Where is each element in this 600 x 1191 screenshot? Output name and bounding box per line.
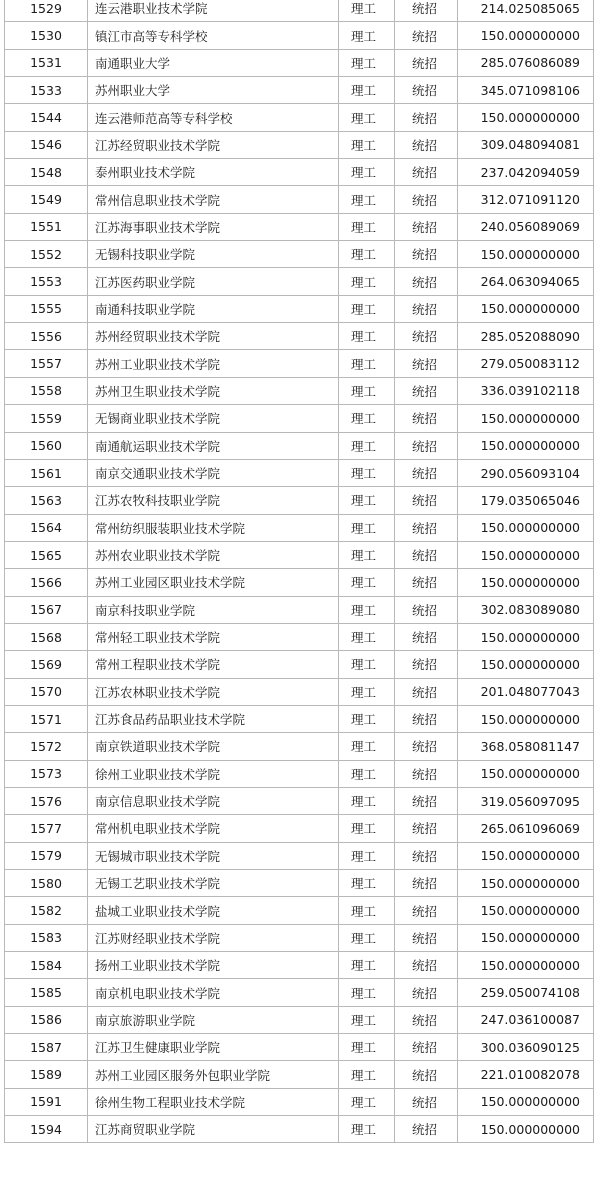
school-name-cell: 苏州工业园区服务外包职业学院 [88, 1061, 339, 1088]
enrollment-type-cell: 统招 [395, 952, 458, 979]
enrollment-type-cell: 统招 [395, 870, 458, 897]
table-row [5, 596, 594, 623]
table-body [5, 0, 594, 1143]
table-row [5, 651, 594, 678]
school-code-cell: 1576 [5, 787, 88, 814]
school-code-cell: 1549 [5, 186, 88, 213]
table-row [5, 159, 594, 186]
school-code-cell: 1531 [5, 49, 88, 76]
school-name-cell: 无锡城市职业技术学院 [88, 842, 339, 869]
school-name-cell: 盐城工业职业技术学院 [88, 897, 339, 924]
table-row [5, 0, 594, 22]
school-code-cell: 1587 [5, 1034, 88, 1061]
school-name-cell: 常州工程职业技术学院 [88, 651, 339, 678]
category-cell: 理工 [339, 623, 395, 650]
enrollment-type-cell: 统招 [395, 77, 458, 104]
enrollment-type-cell: 统招 [395, 22, 458, 49]
table-row [5, 569, 594, 596]
school-code-cell: 1579 [5, 842, 88, 869]
school-code-cell: 1586 [5, 1006, 88, 1033]
score-cell: 302.083089080 [458, 596, 594, 623]
score-cell: 150.000000000 [458, 241, 594, 268]
category-cell: 理工 [339, 432, 395, 459]
table-row [5, 842, 594, 869]
category-cell: 理工 [339, 842, 395, 869]
admission-score-table [4, 0, 594, 1143]
school-name-cell: 常州机电职业技术学院 [88, 815, 339, 842]
score-cell: 237.042094059 [458, 159, 594, 186]
school-name-cell: 江苏卫生健康职业学院 [88, 1034, 339, 1061]
school-name-cell: 苏州农业职业技术学院 [88, 541, 339, 568]
school-code-cell: 1585 [5, 979, 88, 1006]
school-name-cell: 无锡科技职业学院 [88, 241, 339, 268]
category-cell: 理工 [339, 241, 395, 268]
school-code-cell: 1569 [5, 651, 88, 678]
category-cell: 理工 [339, 377, 395, 404]
school-code-cell: 1552 [5, 241, 88, 268]
enrollment-type-cell: 统招 [395, 979, 458, 1006]
table-row [5, 705, 594, 732]
score-cell: 214.025085065 [458, 0, 594, 22]
enrollment-type-cell: 统招 [395, 623, 458, 650]
score-cell: 150.000000000 [458, 760, 594, 787]
school-name-cell: 江苏经贸职业技术学院 [88, 131, 339, 158]
school-name-cell: 江苏医药职业学院 [88, 268, 339, 295]
enrollment-type-cell: 统招 [395, 405, 458, 432]
school-code-cell: 1558 [5, 377, 88, 404]
score-cell: 150.000000000 [458, 1088, 594, 1115]
school-code-cell: 1544 [5, 104, 88, 131]
enrollment-type-cell: 统招 [395, 760, 458, 787]
score-cell: 309.048094081 [458, 131, 594, 158]
category-cell: 理工 [339, 924, 395, 951]
category-cell: 理工 [339, 733, 395, 760]
score-cell: 150.000000000 [458, 432, 594, 459]
score-cell: 285.052088090 [458, 323, 594, 350]
category-cell: 理工 [339, 1034, 395, 1061]
enrollment-type-cell: 统招 [395, 1006, 458, 1033]
school-name-cell: 江苏商贸职业学院 [88, 1116, 339, 1143]
enrollment-type-cell: 统招 [395, 924, 458, 951]
table-row [5, 77, 594, 104]
score-cell: 150.000000000 [458, 541, 594, 568]
score-cell: 150.000000000 [458, 651, 594, 678]
school-name-cell: 南京信息职业技术学院 [88, 787, 339, 814]
category-cell: 理工 [339, 897, 395, 924]
enrollment-type-cell: 统招 [395, 432, 458, 459]
table-row [5, 514, 594, 541]
school-code-cell: 1565 [5, 541, 88, 568]
category-cell: 理工 [339, 514, 395, 541]
school-code-cell: 1594 [5, 1116, 88, 1143]
school-name-cell: 徐州工业职业技术学院 [88, 760, 339, 787]
school-code-cell: 1584 [5, 952, 88, 979]
enrollment-type-cell: 统招 [395, 787, 458, 814]
school-code-cell: 1533 [5, 77, 88, 104]
score-cell: 150.000000000 [458, 22, 594, 49]
score-cell: 201.048077043 [458, 678, 594, 705]
enrollment-type-cell: 统招 [395, 569, 458, 596]
category-cell: 理工 [339, 760, 395, 787]
school-name-cell: 南通科技职业学院 [88, 295, 339, 322]
score-cell: 150.000000000 [458, 514, 594, 541]
enrollment-type-cell: 统招 [395, 1034, 458, 1061]
enrollment-type-cell: 统招 [395, 897, 458, 924]
school-name-cell: 江苏海事职业技术学院 [88, 213, 339, 240]
category-cell: 理工 [339, 350, 395, 377]
school-code-cell: 1570 [5, 678, 88, 705]
score-cell: 312.071091120 [458, 186, 594, 213]
school-code-cell: 1577 [5, 815, 88, 842]
category-cell: 理工 [339, 541, 395, 568]
score-cell: 368.058081147 [458, 733, 594, 760]
school-name-cell: 江苏农林职业技术学院 [88, 678, 339, 705]
score-cell: 150.000000000 [458, 924, 594, 951]
enrollment-type-cell: 统招 [395, 0, 458, 22]
score-cell: 150.000000000 [458, 623, 594, 650]
school-code-cell: 1580 [5, 870, 88, 897]
category-cell: 理工 [339, 1088, 395, 1115]
category-cell: 理工 [339, 596, 395, 623]
enrollment-type-cell: 统招 [395, 1088, 458, 1115]
category-cell: 理工 [339, 569, 395, 596]
table-row [5, 541, 594, 568]
school-name-cell: 苏州卫生职业技术学院 [88, 377, 339, 404]
table-row [5, 1061, 594, 1088]
score-cell: 221.010082078 [458, 1061, 594, 1088]
category-cell: 理工 [339, 131, 395, 158]
school-name-cell: 无锡商业职业技术学院 [88, 405, 339, 432]
enrollment-type-cell: 统招 [395, 459, 458, 486]
enrollment-type-cell: 统招 [395, 678, 458, 705]
category-cell: 理工 [339, 487, 395, 514]
category-cell: 理工 [339, 459, 395, 486]
school-code-cell: 1546 [5, 131, 88, 158]
category-cell: 理工 [339, 1061, 395, 1088]
table-row [5, 1034, 594, 1061]
enrollment-type-cell: 统招 [395, 596, 458, 623]
enrollment-type-cell: 统招 [395, 241, 458, 268]
school-name-cell: 连云港职业技术学院 [88, 0, 339, 22]
enrollment-type-cell: 统招 [395, 213, 458, 240]
score-cell: 240.056089069 [458, 213, 594, 240]
table-row [5, 924, 594, 951]
school-name-cell: 江苏财经职业技术学院 [88, 924, 339, 951]
school-name-cell: 连云港师范高等专科学校 [88, 104, 339, 131]
category-cell: 理工 [339, 159, 395, 186]
table-row [5, 952, 594, 979]
school-code-cell: 1568 [5, 623, 88, 650]
score-cell: 150.000000000 [458, 569, 594, 596]
table-row [5, 268, 594, 295]
table-row [5, 432, 594, 459]
category-cell: 理工 [339, 213, 395, 240]
school-name-cell: 苏州经贸职业技术学院 [88, 323, 339, 350]
school-code-cell: 1548 [5, 159, 88, 186]
school-name-cell: 扬州工业职业技术学院 [88, 952, 339, 979]
school-name-cell: 常州信息职业技术学院 [88, 186, 339, 213]
school-name-cell: 镇江市高等专科学校 [88, 22, 339, 49]
score-cell: 265.061096069 [458, 815, 594, 842]
school-code-cell: 1566 [5, 569, 88, 596]
category-cell: 理工 [339, 787, 395, 814]
table-row [5, 241, 594, 268]
score-cell: 150.000000000 [458, 405, 594, 432]
enrollment-type-cell: 统招 [395, 131, 458, 158]
category-cell: 理工 [339, 0, 395, 22]
enrollment-type-cell: 统招 [395, 705, 458, 732]
school-code-cell: 1560 [5, 432, 88, 459]
school-code-cell: 1553 [5, 268, 88, 295]
table-row [5, 897, 594, 924]
table-row [5, 870, 594, 897]
school-code-cell: 1582 [5, 897, 88, 924]
enrollment-type-cell: 统招 [395, 377, 458, 404]
table-row [5, 186, 594, 213]
school-code-cell: 1555 [5, 295, 88, 322]
category-cell: 理工 [339, 77, 395, 104]
school-name-cell: 南京旅游职业学院 [88, 1006, 339, 1033]
table-row [5, 1088, 594, 1115]
score-cell: 285.076086089 [458, 49, 594, 76]
enrollment-type-cell: 统招 [395, 815, 458, 842]
school-code-cell: 1572 [5, 733, 88, 760]
table-row [5, 295, 594, 322]
category-cell: 理工 [339, 678, 395, 705]
enrollment-type-cell: 统招 [395, 651, 458, 678]
score-cell: 150.000000000 [458, 705, 594, 732]
table-row [5, 323, 594, 350]
category-cell: 理工 [339, 870, 395, 897]
school-code-cell: 1559 [5, 405, 88, 432]
table-row [5, 49, 594, 76]
school-name-cell: 泰州职业技术学院 [88, 159, 339, 186]
enrollment-type-cell: 统招 [395, 49, 458, 76]
category-cell: 理工 [339, 295, 395, 322]
table-row [5, 104, 594, 131]
school-name-cell: 无锡工艺职业技术学院 [88, 870, 339, 897]
table-row [5, 815, 594, 842]
table-row [5, 1116, 594, 1143]
table-row [5, 459, 594, 486]
school-code-cell: 1530 [5, 22, 88, 49]
score-cell: 150.000000000 [458, 104, 594, 131]
school-code-cell: 1589 [5, 1061, 88, 1088]
school-code-cell: 1591 [5, 1088, 88, 1115]
school-name-cell: 苏州工业职业技术学院 [88, 350, 339, 377]
enrollment-type-cell: 统招 [395, 514, 458, 541]
enrollment-type-cell: 统招 [395, 186, 458, 213]
school-name-cell: 苏州工业园区职业技术学院 [88, 569, 339, 596]
school-name-cell: 南通航运职业技术学院 [88, 432, 339, 459]
score-cell: 259.050074108 [458, 979, 594, 1006]
score-cell: 150.000000000 [458, 842, 594, 869]
school-name-cell: 南通职业大学 [88, 49, 339, 76]
score-cell: 150.000000000 [458, 952, 594, 979]
enrollment-type-cell: 统招 [395, 487, 458, 514]
score-cell: 150.000000000 [458, 295, 594, 322]
school-code-cell: 1563 [5, 487, 88, 514]
table-row [5, 213, 594, 240]
score-cell: 150.000000000 [458, 1116, 594, 1143]
score-cell: 150.000000000 [458, 870, 594, 897]
school-code-cell: 1557 [5, 350, 88, 377]
school-name-cell: 南京铁道职业技术学院 [88, 733, 339, 760]
table-row [5, 377, 594, 404]
category-cell: 理工 [339, 323, 395, 350]
school-code-cell: 1551 [5, 213, 88, 240]
school-code-cell: 1583 [5, 924, 88, 951]
category-cell: 理工 [339, 405, 395, 432]
score-cell: 279.050083112 [458, 350, 594, 377]
score-cell: 264.063094065 [458, 268, 594, 295]
school-name-cell: 苏州职业大学 [88, 77, 339, 104]
score-cell: 345.071098106 [458, 77, 594, 104]
school-code-cell: 1571 [5, 705, 88, 732]
school-code-cell: 1567 [5, 596, 88, 623]
table-row [5, 350, 594, 377]
school-name-cell: 南京科技职业学院 [88, 596, 339, 623]
score-cell: 290.056093104 [458, 459, 594, 486]
table-row [5, 487, 594, 514]
enrollment-type-cell: 统招 [395, 1061, 458, 1088]
table-row [5, 405, 594, 432]
school-code-cell: 1556 [5, 323, 88, 350]
school-name-cell: 江苏食品药品职业技术学院 [88, 705, 339, 732]
school-code-cell: 1529 [5, 0, 88, 22]
enrollment-type-cell: 统招 [395, 295, 458, 322]
table-row [5, 678, 594, 705]
enrollment-type-cell: 统招 [395, 733, 458, 760]
school-name-cell: 南京交通职业技术学院 [88, 459, 339, 486]
enrollment-type-cell: 统招 [395, 1116, 458, 1143]
score-cell: 150.000000000 [458, 897, 594, 924]
school-code-cell: 1564 [5, 514, 88, 541]
school-name-cell: 南京机电职业技术学院 [88, 979, 339, 1006]
table-row [5, 760, 594, 787]
enrollment-type-cell: 统招 [395, 842, 458, 869]
enrollment-type-cell: 统招 [395, 159, 458, 186]
score-cell: 247.036100087 [458, 1006, 594, 1033]
school-name-cell: 江苏农牧科技职业学院 [88, 487, 339, 514]
score-cell: 179.035065046 [458, 487, 594, 514]
school-name-cell: 常州轻工职业技术学院 [88, 623, 339, 650]
score-cell: 319.056097095 [458, 787, 594, 814]
table-row [5, 623, 594, 650]
table-row [5, 787, 594, 814]
table-row [5, 1006, 594, 1033]
score-cell: 336.039102118 [458, 377, 594, 404]
enrollment-type-cell: 统招 [395, 541, 458, 568]
category-cell: 理工 [339, 651, 395, 678]
enrollment-type-cell: 统招 [395, 268, 458, 295]
category-cell: 理工 [339, 1006, 395, 1033]
school-code-cell: 1573 [5, 760, 88, 787]
school-name-cell: 徐州生物工程职业技术学院 [88, 1088, 339, 1115]
category-cell: 理工 [339, 104, 395, 131]
table-row [5, 22, 594, 49]
enrollment-type-cell: 统招 [395, 104, 458, 131]
category-cell: 理工 [339, 705, 395, 732]
score-cell: 300.036090125 [458, 1034, 594, 1061]
category-cell: 理工 [339, 186, 395, 213]
school-name-cell: 常州纺织服装职业技术学院 [88, 514, 339, 541]
school-code-cell: 1561 [5, 459, 88, 486]
table-row [5, 733, 594, 760]
category-cell: 理工 [339, 22, 395, 49]
category-cell: 理工 [339, 952, 395, 979]
category-cell: 理工 [339, 49, 395, 76]
category-cell: 理工 [339, 268, 395, 295]
enrollment-type-cell: 统招 [395, 350, 458, 377]
category-cell: 理工 [339, 815, 395, 842]
category-cell: 理工 [339, 979, 395, 1006]
table-row [5, 979, 594, 1006]
enrollment-type-cell: 统招 [395, 323, 458, 350]
table-row [5, 131, 594, 158]
category-cell: 理工 [339, 1116, 395, 1143]
